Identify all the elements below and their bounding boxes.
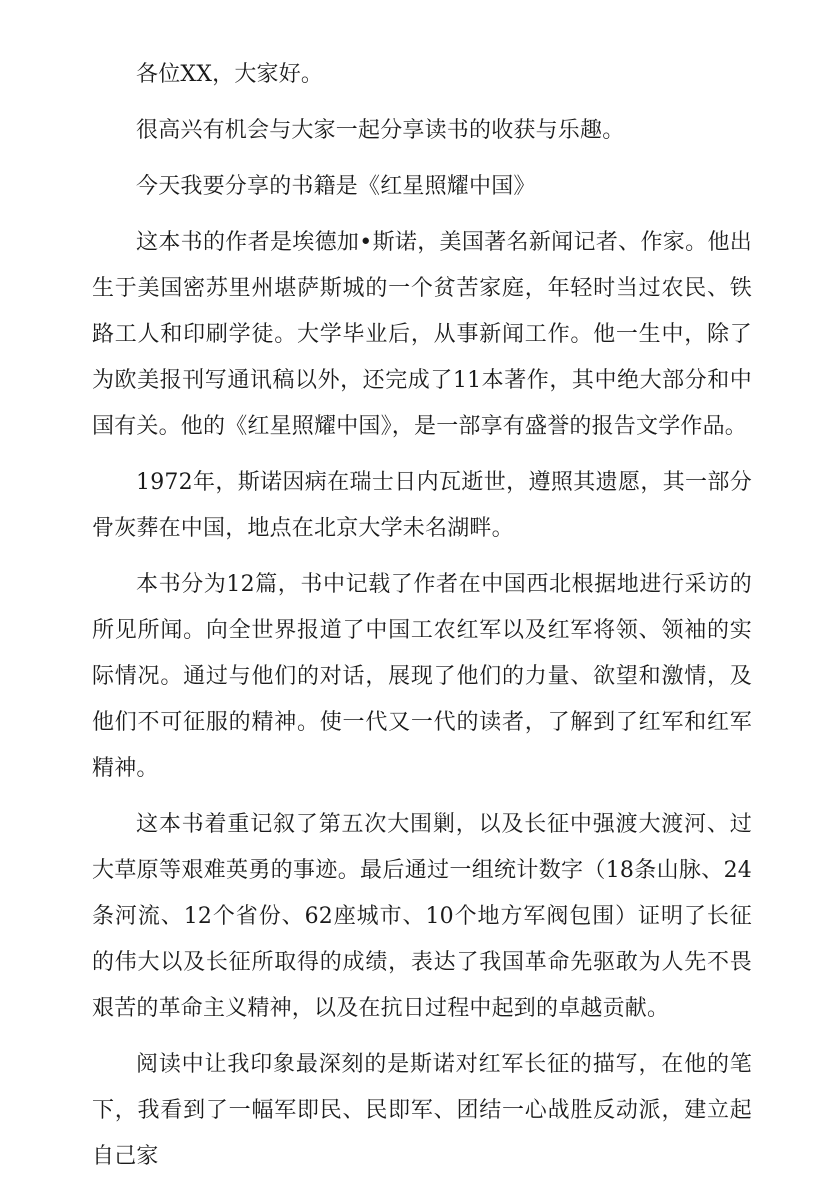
paragraph-book-title: 今天我要分享的书籍是《红星照耀中国》 bbox=[136, 174, 536, 199]
paragraph-intro: 很高兴有机会与大家一起分享读书的收获与乐趣。 bbox=[136, 118, 625, 143]
paragraph-impression: 阅读中让我印象最深刻的是斯诺对红军长征的描写，在他的笔下，我看到了一幅军即民、民即军、团结一心战胜反动派，建立起自己家 bbox=[92, 1052, 752, 1169]
paragraph-greeting: 各位XX，大家好。 bbox=[136, 62, 324, 87]
paragraph-book-content: 本书分为12篇，书中记载了作者在中国西北根据地进行采访的所见所闻。向全世界报道了中国工农红军以及红军将领、领袖的实际情况。通过与他们的对话，展现了他们的力量、欲望和激情，及他们不可征服的精神。使一代又一代的读者，了解到了红军和红军精神。 bbox=[92, 572, 752, 781]
paragraph-author: 这本书的作者是埃德加•斯诺，美国著名新闻记者、作家。他出生于美国密苏里州堪萨斯城的一个贫苦家庭，年轻时当过农民、铁路工人和印刷学徒。大学毕业后，从事新闻工作。他一生中，除了为欧美报刊写通讯稿以外，还完成了11本著作，其中绝大部分和中国有关。他的《红星照耀中国》，是一部享有盛誉的报告文学作品。 bbox=[92, 230, 752, 439]
document-body bbox=[92, 52, 752, 1180]
paragraph-author-death: 1972年，斯诺因病在瑞士日内瓦逝世，遵照其遗愿，其一部分骨灰葬在中国，地点在北京大学未名湖畔。 bbox=[92, 470, 752, 541]
paragraph-long-march: 这本书着重记叙了第五次大围剿，以及长征中强渡大渡河、过大草原等艰难英勇的事迹。最后通过一组统计数字（18条山脉、24条河流、12个省份、62座城市、10个地方军阀包围）证明了长征的伟大以及长征所取得的成绩，表达了我国革命先驱敢为人先不畏艰苦的革命主义精神，以及在抗日过程中起到的卓越贡献。 bbox=[92, 812, 752, 1021]
